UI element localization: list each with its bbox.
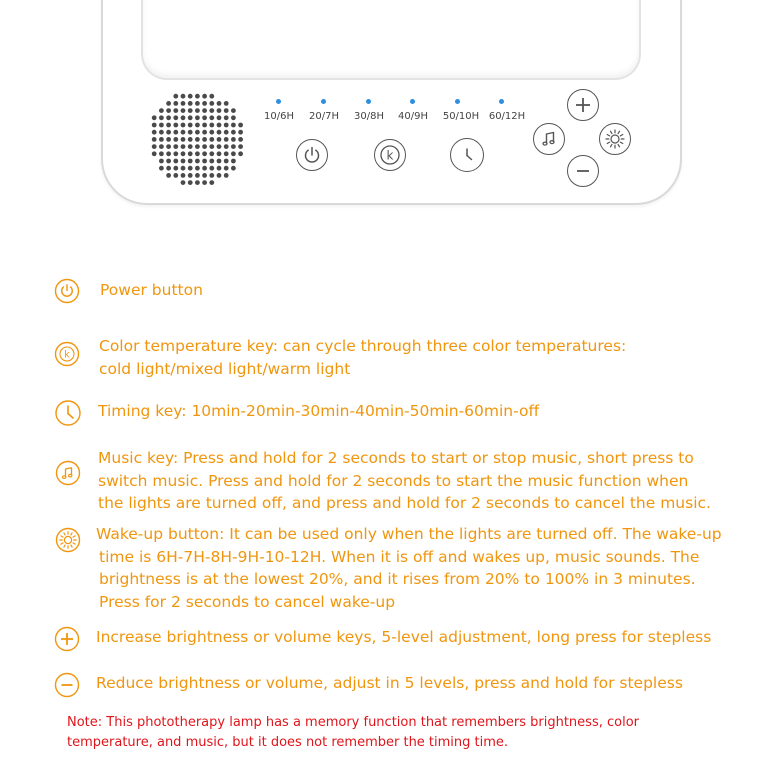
speaker-hole	[195, 166, 200, 171]
speaker-hole	[238, 151, 243, 156]
sun-ray	[61, 536, 63, 537]
speaker-hole	[209, 144, 214, 149]
speaker-hole	[188, 144, 193, 149]
speaker-hole	[159, 108, 164, 113]
speaker-hole	[224, 115, 229, 120]
speaker-hole	[224, 123, 229, 128]
speaker-hole	[209, 137, 214, 142]
speaker-hole	[188, 108, 193, 113]
timer-indicator-dot	[455, 99, 460, 104]
speaker-hole	[231, 151, 236, 156]
speaker-hole	[209, 173, 214, 178]
speaker-hole	[181, 115, 186, 120]
speaker-hole	[188, 137, 193, 142]
speaker-hole	[224, 173, 229, 178]
speaker-hole	[173, 151, 178, 156]
sun-ray	[611, 131, 612, 133]
device-minus-button[interactable]	[567, 155, 599, 187]
legend-music-note-icon	[55, 460, 81, 486]
speaker-hole	[231, 144, 236, 149]
speaker-hole	[181, 166, 186, 171]
plus-icon	[574, 96, 592, 114]
sun-ray	[618, 131, 619, 133]
speaker-hole	[202, 108, 207, 113]
speaker-hole	[231, 130, 236, 135]
speaker-hole	[181, 101, 186, 106]
speaker-hole	[188, 115, 193, 120]
speaker-hole	[238, 123, 243, 128]
device-plus-button[interactable]	[567, 89, 599, 121]
speaker-hole	[166, 108, 171, 113]
svg-text:k: k	[386, 148, 394, 163]
speaker-hole	[217, 115, 222, 120]
sun-ray	[618, 144, 619, 146]
speaker-hole	[217, 159, 222, 164]
speaker-hole	[152, 144, 157, 149]
speaker-hole	[217, 108, 222, 113]
speaker-hole	[166, 123, 171, 128]
timer-label-2: 20/7H	[309, 111, 339, 122]
speaker-hole	[159, 151, 164, 156]
speaker-hole	[166, 137, 171, 142]
speaker-hole	[217, 144, 222, 149]
speaker-hole	[152, 115, 157, 120]
legend-clock-icon	[54, 399, 80, 425]
speaker-hole	[209, 94, 214, 99]
speaker-hole	[173, 108, 178, 113]
legend-timing-text: Timing key: 10min-20min-30min-40min-50min-60min-off	[98, 402, 540, 420]
speaker-hole	[195, 130, 200, 135]
speaker-hole	[224, 130, 229, 135]
speaker-hole	[195, 137, 200, 142]
legend-reduce-text: Reduce brightness or volume, adjust in 5 levels, press and hold for stepless	[96, 674, 683, 692]
speaker-hole	[188, 173, 193, 178]
speaker-hole	[181, 108, 186, 113]
speaker-hole	[224, 144, 229, 149]
speaker-hole	[209, 151, 214, 156]
speaker-hole	[202, 123, 207, 128]
memory-note: Note: This phototherapy lamp has a memory function that remembers brightness, color temperature, and music, but it does not remember the timing time.	[67, 715, 639, 750]
speaker-hole	[231, 115, 236, 120]
speaker-hole	[231, 166, 236, 171]
device-wake-up-button[interactable]	[599, 123, 631, 155]
speaker-hole	[159, 130, 164, 135]
timer-label-6: 60/12H	[488, 111, 526, 122]
svg-text:k: k	[64, 349, 70, 361]
speaker-hole	[173, 166, 178, 171]
k-icon	[378, 143, 402, 167]
speaker-hole	[166, 173, 171, 178]
speaker-hole	[173, 101, 178, 106]
speaker-hole	[238, 144, 243, 149]
device-power-button[interactable]	[296, 139, 328, 171]
speaker-hole	[152, 130, 157, 135]
speaker-hole	[195, 180, 200, 185]
speaker-hole	[166, 166, 171, 171]
speaker-hole	[166, 115, 171, 120]
speaker-hole	[217, 130, 222, 135]
speaker-hole	[181, 123, 186, 128]
speaker-hole	[166, 159, 171, 164]
legend-music-text: Music key: Press and hold for 2 seconds to start or stop music, short press to switch music. Press and hold for 2 seconds to start the music function when the lights are turned off, and press and hold for 2 seconds to cancel the music.	[98, 449, 711, 512]
timer-indicator-dot	[366, 99, 371, 104]
speaker-hole	[231, 108, 236, 113]
lamp-screen	[141, 0, 641, 80]
device-color-temperature-button[interactable]	[374, 139, 406, 171]
speaker-hole	[181, 173, 186, 178]
speaker-hole	[231, 123, 236, 128]
speaker-hole	[181, 144, 186, 149]
speaker-hole	[195, 108, 200, 113]
timer-indicator-dot	[410, 99, 415, 104]
speaker-hole	[152, 137, 157, 142]
speaker-hole	[231, 137, 236, 142]
speaker-hole	[173, 94, 178, 99]
clock-icon	[456, 144, 478, 166]
speaker-hole	[159, 137, 164, 142]
speaker-hole	[217, 173, 222, 178]
speaker-hole	[195, 123, 200, 128]
legend-plus-icon	[54, 626, 80, 652]
speaker-hole	[202, 173, 207, 178]
speaker-hole	[166, 151, 171, 156]
speaker-hole	[202, 137, 207, 142]
speaker-hole	[217, 137, 222, 142]
speaker-hole	[202, 130, 207, 135]
legend-minus-icon	[54, 672, 80, 698]
speaker-hole	[209, 123, 214, 128]
speaker-hole	[195, 159, 200, 164]
timer-indicator-dot	[321, 99, 326, 104]
speaker-hole	[202, 151, 207, 156]
sun-ray	[73, 543, 75, 544]
speaker-hole	[152, 123, 157, 128]
speaker-hole	[173, 115, 178, 120]
speaker-hole	[188, 180, 193, 185]
timer-label-4: 40/9H	[398, 111, 428, 122]
sun-ray	[64, 533, 65, 535]
legend-power-icon	[54, 278, 80, 304]
speaker-hole	[188, 151, 193, 156]
speaker-hole	[173, 159, 178, 164]
speaker-hole	[209, 108, 214, 113]
music-note-icon	[540, 130, 558, 148]
speaker-hole	[181, 137, 186, 142]
speaker-hole	[202, 166, 207, 171]
minus-icon	[574, 162, 592, 180]
speaker-hole	[224, 166, 229, 171]
speaker-hole	[159, 115, 164, 120]
power-icon	[302, 145, 322, 165]
sun-ray	[611, 144, 612, 146]
speaker-hole	[217, 101, 222, 106]
speaker-hole	[188, 94, 193, 99]
speaker-hole	[209, 166, 214, 171]
sun-ray	[64, 545, 65, 547]
speaker-hole	[224, 108, 229, 113]
speaker-hole	[181, 94, 186, 99]
speaker-hole	[188, 166, 193, 171]
legend-power-text: Power button	[100, 281, 203, 299]
speaker-hole	[159, 144, 164, 149]
sun-core	[64, 536, 71, 543]
speaker-hole	[166, 101, 171, 106]
legend-sun-icon	[55, 527, 81, 553]
speaker-hole	[209, 115, 214, 120]
sun-ray	[620, 135, 622, 136]
timer-label-3: 30/8H	[354, 111, 384, 122]
speaker-hole	[173, 144, 178, 149]
sun-ray	[73, 536, 75, 537]
sun-ray	[607, 135, 609, 136]
speaker-hole	[202, 94, 207, 99]
speaker-hole	[181, 180, 186, 185]
sun-ray	[607, 142, 609, 143]
speaker-hole	[217, 151, 222, 156]
speaker-hole	[159, 159, 164, 164]
speaker-hole	[166, 144, 171, 149]
speaker-hole	[209, 101, 214, 106]
sun-ray	[620, 142, 622, 143]
speaker-hole	[181, 159, 186, 164]
speaker-hole	[224, 159, 229, 164]
timer-label-1: 10/6H	[264, 111, 294, 122]
speaker-hole	[181, 151, 186, 156]
speaker-hole	[224, 101, 229, 106]
sun-icon	[603, 127, 627, 151]
speaker-hole	[202, 144, 207, 149]
speaker-hole	[166, 130, 171, 135]
sun-core	[611, 135, 619, 143]
speaker-hole	[224, 137, 229, 142]
device-music-button[interactable]	[533, 123, 565, 155]
sun-ray	[71, 533, 72, 535]
speaker-hole	[202, 180, 207, 185]
speaker-hole	[217, 123, 222, 128]
legend-increase-text: Increase brightness or volume keys, 5-level adjustment, long press for stepless	[96, 628, 712, 646]
speaker-hole	[181, 130, 186, 135]
speaker-hole	[217, 166, 222, 171]
speaker-hole	[231, 159, 236, 164]
speaker-hole	[173, 173, 178, 178]
speaker-hole	[209, 180, 214, 185]
speaker-hole	[173, 123, 178, 128]
timer-indicator-dot	[499, 99, 504, 104]
speaker-hole	[152, 151, 157, 156]
device-timing-button[interactable]	[450, 138, 484, 172]
speaker-hole	[159, 123, 164, 128]
speaker-hole	[159, 166, 164, 171]
speaker-hole	[173, 137, 178, 142]
speaker-hole	[202, 159, 207, 164]
speaker-hole	[195, 94, 200, 99]
speaker-hole	[224, 151, 229, 156]
speaker-hole	[195, 115, 200, 120]
speaker-hole	[209, 159, 214, 164]
legend-k-icon	[54, 341, 80, 367]
speaker-hole	[188, 123, 193, 128]
speaker-hole	[195, 173, 200, 178]
speaker-hole	[209, 130, 214, 135]
timer-indicator-dot	[276, 99, 281, 104]
speaker-hole	[238, 130, 243, 135]
legend-color-temperature-text: Color temperature key: can cycle through three color temperatures: cold light/mixed light/warm light	[99, 337, 627, 378]
speaker-hole	[202, 115, 207, 120]
speaker-hole	[238, 137, 243, 142]
legend-wake-up-text: Wake-up button: It can be used only when the lights are turned off. The wake-up time is 6H-7H-8H-9H-10-12H. When it is off and wakes up, music sounds. The brightness is at the lowest 20%, and it rises from 20% to 100% in 3 minutes. Press for 2 seconds to cancel wake-up	[96, 525, 722, 611]
speaker-hole	[202, 101, 207, 106]
speaker-hole	[188, 159, 193, 164]
speaker-hole	[173, 130, 178, 135]
speaker-grille-icon	[145, 87, 249, 191]
sun-ray	[61, 543, 63, 544]
speaker-hole	[188, 130, 193, 135]
speaker-hole	[195, 144, 200, 149]
sun-ray	[71, 545, 72, 547]
speaker-hole	[195, 101, 200, 106]
timer-label-5: 50/10H	[442, 111, 480, 122]
speaker-hole	[188, 101, 193, 106]
speaker-hole	[195, 151, 200, 156]
